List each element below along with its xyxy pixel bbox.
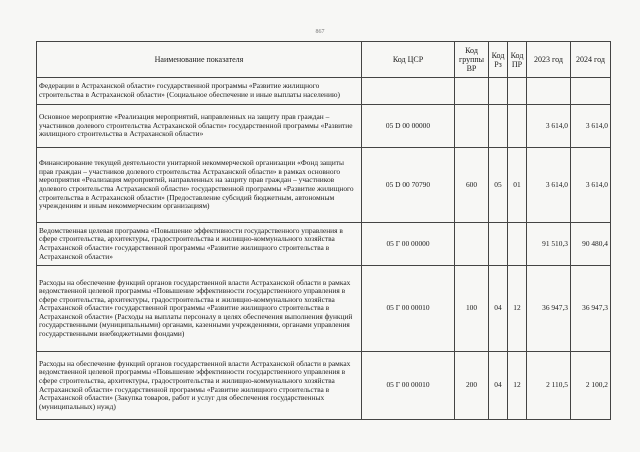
row-pr [508,223,527,266]
page-number: 867 [315,29,325,35]
row-vr: 200 [455,352,489,420]
row-rz: 04 [489,266,508,352]
header-pr: Код ПР [508,42,527,78]
row-csr: 05 D 00 70790 [362,148,455,223]
row-csr [362,78,455,105]
table-row [37,78,611,105]
row-2023: 91 510,3 [527,223,571,266]
row-rz: 04 [489,352,508,420]
table-row [37,223,611,266]
header-row [37,42,611,78]
table-row [37,266,611,352]
row-2023 [527,78,571,105]
row-2024: 3 614,0 [571,148,611,223]
row-rz [489,78,508,105]
row-name: Расходы на обеспечение функций органов государственной власти Астраханской области в рамках ведомственной целевой программы «Повышение эффективности государственного управления в сфере строительства, архитектуры, градостроительства и жилищно-коммунального хозяйства Астраханской области» государственной программы «Развитие жилищного строительства в Астраханской области» (Закупка товаров, работ и услуг для обеспечения государственных (муниципальных) нужд) [37,352,362,420]
row-vr [455,223,489,266]
row-2024: 3 614,0 [571,105,611,148]
row-rz [489,105,508,148]
row-vr [455,105,489,148]
row-vr [455,78,489,105]
table-row [37,105,611,148]
row-2023: 3 614,0 [527,105,571,148]
row-csr: 05 Г 00 00000 [362,223,455,266]
header-2023: 2023 год [527,42,571,78]
row-pr [508,78,527,105]
row-2024: 36 947,3 [571,266,611,352]
row-name: Расходы на обеспечение функций органов государственной власти Астраханской области в рамках ведомственной целевой программы «Повышение эффективности государственного управления в сфере строительства, архитектуры, градостроительства и жилищно-коммунального хозяйства Астраханской области» государственной программы «Развитие жилищного строительства в Астраханской области» (Расходы на выплаты персоналу в целях обеспечения выполнения функций государственными (муниципальными) органами, казенными учреждениями, органами управления государственными внебюджетными фондами) [37,266,362,352]
row-pr: 12 [508,352,527,420]
row-vr: 100 [455,266,489,352]
row-rz [489,223,508,266]
row-2024: 90 480,4 [571,223,611,266]
row-2024: 2 100,2 [571,352,611,420]
header-name: Наименование показателя [37,42,362,78]
row-pr [508,105,527,148]
header-csr: Код ЦСР [362,42,455,78]
row-vr: 600 [455,148,489,223]
table-row [37,148,611,223]
row-2024 [571,78,611,105]
row-pr: 12 [508,266,527,352]
header-2024: 2024 год [571,42,611,78]
row-csr: 05 Г 00 00010 [362,266,455,352]
row-2023: 2 110,5 [527,352,571,420]
header-rz: Код Рз [489,42,508,78]
row-name: Ведомственная целевая программа «Повышение эффективности государственного управления в сфере строительства, архитектуры, градостроительства и жилищно-коммунального хозяйства Астраханской области» государственной программы «Развитие жилищного строительства в Астраханской области» [37,223,362,266]
row-name: Финансирование текущей деятельности унитарной некоммерческой организации «Фонд защиты прав граждан – участников долевого строительства Астраханской области» в рамках основного мероприятия «Реализация мероприятий, направленных на защиту прав граждан – участников долевого строительства Астраханской области» государственной программы «Развитие жилищного строительства в Астраханской области» (Предоставление субсидий бюджетным, автономным учреждениям и иным некоммерческим организациям) [37,148,362,223]
row-csr: 05 D 00 00000 [362,105,455,148]
row-csr: 05 Г 00 00010 [362,352,455,420]
row-name: Федерации в Астраханской области» государственной программы «Развитие жилищного строительства в Астраханской области» (Социальное обеспечение и иные выплаты населению) [37,78,362,105]
row-pr: 01 [508,148,527,223]
row-2023: 36 947,3 [527,266,571,352]
row-name: Основное мероприятие «Реализация мероприятий, направленных на защиту прав граждан – участников долевого строительства Астраханской области» государственной программы «Развитие жилищного строительства в Астраханской области» [37,105,362,148]
table-row [37,352,611,420]
row-2023: 3 614,0 [527,148,571,223]
header-vr: Код группы ВР [455,42,489,78]
row-rz: 05 [489,148,508,223]
budget-table [36,41,611,420]
